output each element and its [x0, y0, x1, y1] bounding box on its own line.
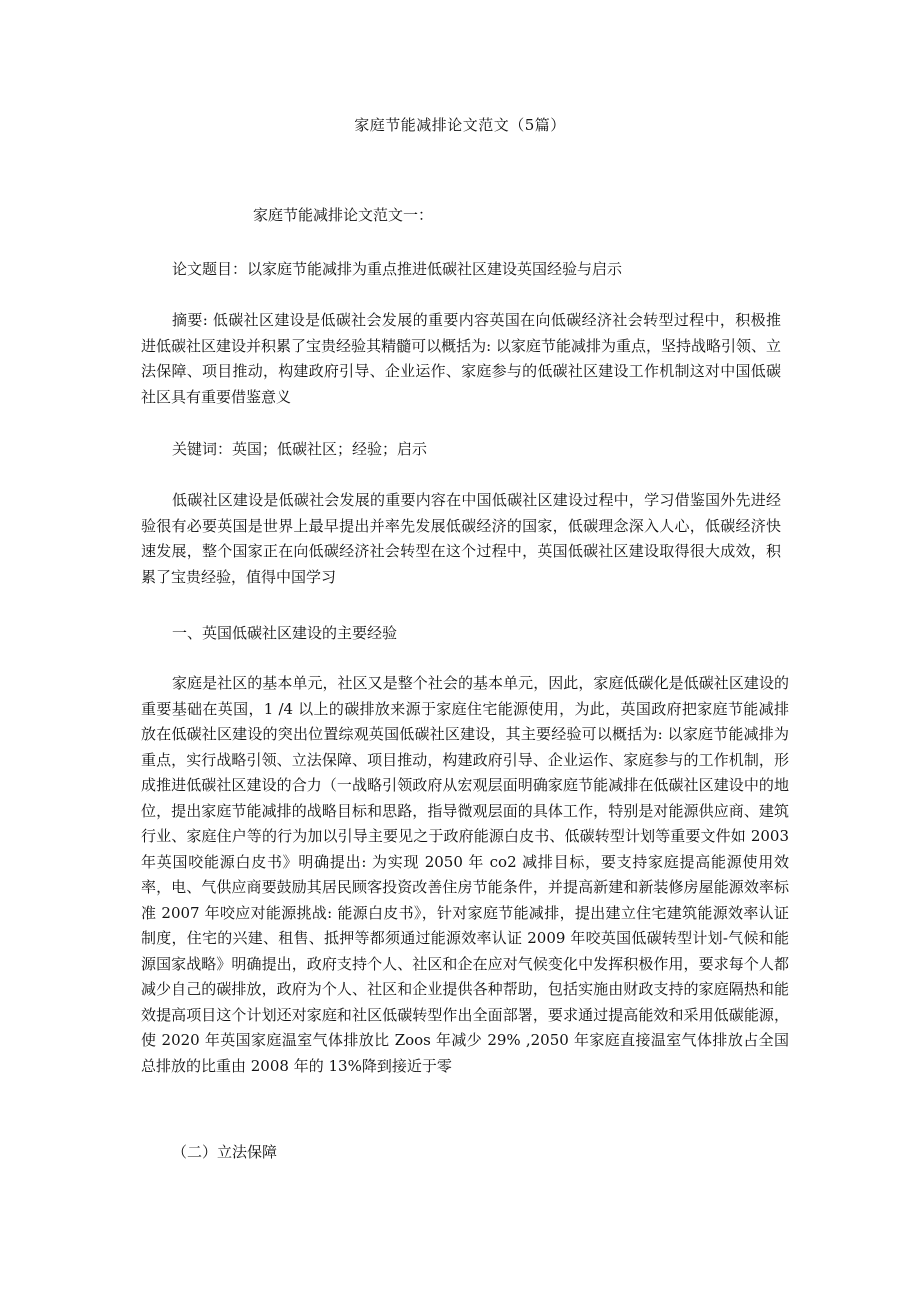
section-1-heading: 一、英国低碳社区建设的主要经验 [172, 624, 398, 642]
article-sub-heading: 家庭节能减排论文范文一： [253, 206, 434, 224]
keywords-line: 关键词：英国；低碳社区；经验；启示 [172, 440, 428, 458]
abstract-paragraph: 摘要: 低碳社区建设是低碳社会发展的重要内容英国在向低碳经济社会转型过程中，积极推进低碳社区建设并积累了宝贵经验其精髓可以概括为: 以家庭节能减排为重点，坚持战略引领、立法保障、项目推动，构建政府引导、企业运作、家庭参与的低碳社区建设工作机制这对中国低碳社区具有重要借鉴意义 [141, 311, 781, 406]
section-2-heading: （二）立法保障 [172, 1143, 278, 1161]
section-1-paragraph: 家庭是社区的基本单元，社区又是整个社会的基本单元，因此，家庭低碳化是低碳社区建设的重要基础在英国，1 /4 以上的碳排放来源于家庭住宅能源使用，为此，英国政府把家庭节能减排放在低碳社区建设的突出位置综观英国低碳社区建设，其主要经验可以概括为: 以家庭节能减排为重点，实行战略引领、立法保障、项目推动，构建政府引导、企业运作、家庭参与的工作机制，形成推进低碳社区建设的合力（一战略引领政府从宏观层面明确家庭节能减排在低碳社区建设中的地位，提出家庭节能减排的战略目标和思路，指导微观层面的具体工作，特别是对能源供应商、建筑行业、家庭住户等的行为加以引导主要见之于政府能源白皮书、低碳转型计划等重要文件如 2003 年英国咬能源白皮书》明确提出: 为实现 2050 年 co2 减排目标，要支持家庭提高能源使用效率，电、气供应商要鼓励其居民顾客投资改善住房节能条件，并提高新建和新装修房屋能源效率标准 2007 年咬应对能源挑战: 能源白皮书》，针对家庭节能减排，提出建立住宅建筑能源效率认证制度，住宅的兴建、租售、抵押等都须通过能源效率认证 2009 年咬英国低碳转型计划-气候和能源国家战略》明确提出，政府支持个人、社区和企在应对气候变化中发挥积极作用，要求每个人都减少自己的碳排放，政府为个人、社区和企业提供各种帮助，包括实施由财政支持的家庭隔热和能效提高项目这个计划还对家庭和社区低碳转型作出全面部署，要求通过提高能效和采用低碳能源，使 2020 年英国家庭温室气体排放比 Zoos 年减少 29% ,2050 年家庭直接温室气体排放占全国总排放的比重由 2008 年的 13%降到接近于零 [141, 674, 789, 1075]
intro-paragraph: 低碳社区建设是低碳社会发展的重要内容在中国低碳社区建设过程中，学习借鉴国外先进经验很有必要英国是世界上最早提出并率先发展低碳经济的国家，低碳理念深入人心，低碳经济快速发展，整个国家正在向低碳经济社会转型在这个过程中，英国低碳社区建设取得很大成效，积累了宝贵经验，值得中国学习 [141, 491, 781, 586]
paper-title: 论文题目：以家庭节能减排为重点推进低碳社区建设英国经验与启示 [172, 260, 623, 278]
document-title: 家庭节能减排论文范文（5篇） [354, 116, 566, 134]
